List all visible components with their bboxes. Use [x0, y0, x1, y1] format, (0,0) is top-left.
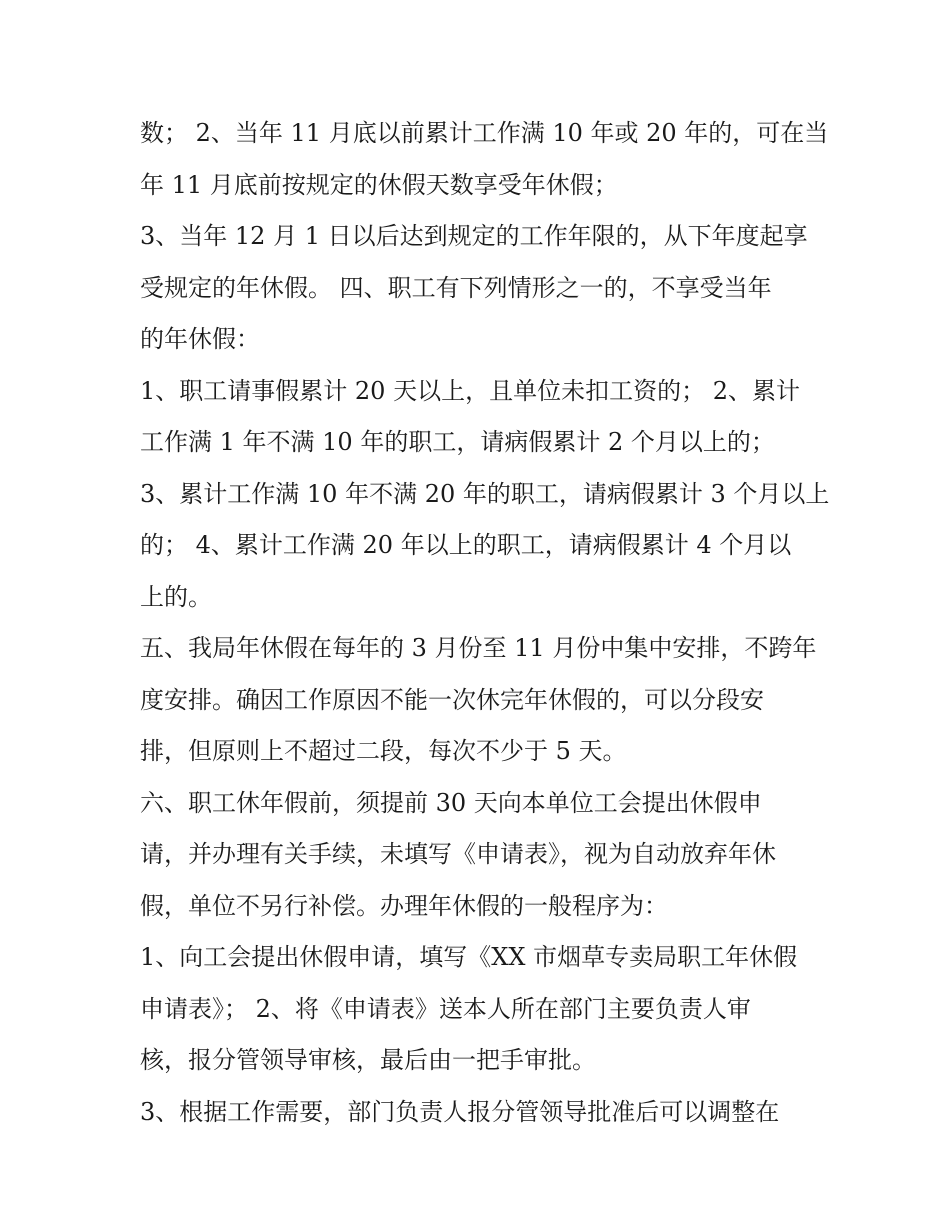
- text-line: 工作满 1 年不满 10 年的职工，请病假累计 2 个月以上的；: [140, 428, 775, 456]
- text-line: 3、累计工作满 10 年不满 20 年的职工，请病假累计 3 个月以上: [140, 479, 830, 508]
- document-body: [140, 108, 830, 1138]
- text-line: 3、根据工作需要，部门负责人报分管领导批准后可以调整在: [140, 1097, 780, 1126]
- text-line: 度安排。确因工作原因不能一次休完年休假的，可以分段安: [140, 685, 764, 714]
- text-line: 排，但原则上不超过二段，每次不少于 5 天。: [140, 737, 627, 765]
- text-line: 的年休假：: [140, 325, 260, 353]
- text-line: 受规定的年休假。 四、职工有下列情形之一的，不享受当年: [140, 273, 772, 302]
- text-line: 请，并办理有关手续，未填写《申请表》，视为自动放弃年休: [140, 840, 776, 868]
- text-line: 六、职工休年假前，须提前 30 天向本单位工会提出休假申: [140, 788, 762, 817]
- text-line: 申请表》； 2、将《申请表》送本人所在部门主要负责人审: [140, 994, 751, 1023]
- text-line: 核，报分管领导审核，最后由一把手审批。: [140, 1046, 596, 1074]
- text-line: 上的。: [140, 582, 212, 611]
- text-line: 3、当年 12 月 1 日以后达到规定的工作年限的，从下年度起享: [140, 222, 808, 250]
- text-line: 数； 2、当年 11 月底以前累计工作满 10 年或 20 年的，可在当: [140, 119, 829, 147]
- text-line: 1、职工请事假累计 20 天以上，且单位未扣工资的； 2、累计: [140, 376, 800, 405]
- text-line: 1、向工会提出休假申请，填写《XX 市烟草专卖局职工年休假: [140, 943, 798, 971]
- text-line: 年 11 月底前按规定的休假天数享受年休假；: [140, 170, 618, 199]
- text-line: 五、我局年休假在每年的 3 月份至 11 月份中集中安排，不跨年: [140, 634, 817, 662]
- text-line: 的； 4、累计工作满 20 年以上的职工，请病假累计 4 个月以: [140, 531, 792, 559]
- text-line: 假，单位不另行补偿。办理年休假的一般程序为：: [140, 891, 668, 920]
